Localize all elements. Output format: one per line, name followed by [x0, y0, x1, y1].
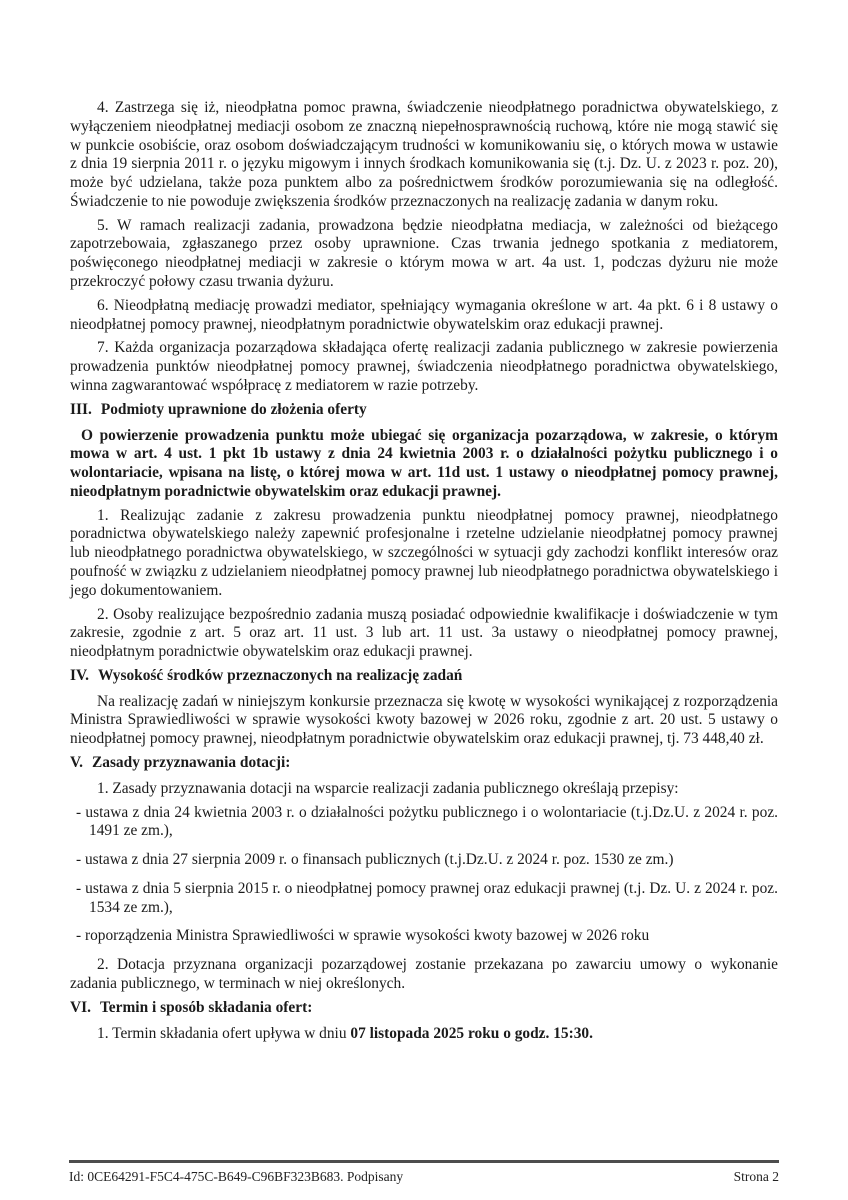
section-number: IV. [70, 666, 89, 684]
section-number: III. [70, 400, 92, 418]
body-paragraph: 1. Zasady przyznawania dotacji na wsparcie realizacji zadania publicznego określają przepisy: [97, 779, 679, 797]
section-title: Zasady przyznawania dotacji: [91, 754, 291, 771]
body-paragraph: 4. Zastrzega się iż, nieodpłatna pomoc prawna, świadczenie nieodpłatnego poradnictwa obywatelskiego, z wyłączeniem nieodpłatnej mediacji osobom ze znaczną niepełnosprawnością ruchową, które nie mogą stawić się w punkcie osobiście, oraz osobom doświadczającym trudności w komunikowaniu się, o których mowa w ustawie z dnia 19 sierpnia 2011 r. o języku migowym i innych środkach komunikowania się (t.j. Dz. U. z 2023 r. poz. 20), może być udzielana, także poza punktem albo za pośrednictwem środków porozumiewania się na odległość. Świadczenie to nie powoduje zwiększenia środków przeznaczonych na realizację zadania w danym roku. [70, 99, 778, 210]
document-body [70, 99, 778, 1048]
body-paragraph: O powierzenie prowadzenia punktu może ubiegać się organizacja pozarządowa, w zakresie, o którym mowa w art. 4 ust. 1 pkt 1b ustawy z dnia 24 kwietnia 2003 r. o działalności pożytku publicznego i o wolontariacie, wpisana na listę, o której mowa w art. 11d ust. 1 ustawy o nieodpłatnej pomocy prawnej, nieodpłatnym poradnictwie obywatelskim oraz edukacji prawnej. [70, 426, 778, 500]
section-title: Wysokość środków przeznaczonych na realizację zadań [97, 666, 463, 684]
page-number: Strona 2 [733, 1169, 779, 1184]
body-paragraph: 2. Osoby realizujące bezpośrednio zadania muszą posiadać odpowiednie kwalifikacje i doświadczenie w tym zakresie, zgodnie z art. 5 oraz art. 11 ust. 3 lub art. 11 ust. 3a ustawy o nieodpłatnej pomocy prawnej, nieodpłatnym poradnictwie obywatelskim oraz edukacji prawnej. [70, 605, 778, 661]
section-heading [70, 401, 778, 420]
list-item: - roporządzenia Ministra Sprawiedliwości w sprawie wysokości kwoty bazowej w 2026 roku [76, 927, 650, 945]
body-paragraph: 1. Realizując zadanie z zakresu prowadzenia punktu nieodpłatnej pomocy prawnej, nieodpłatnego poradnictwa obywatelskiego należy zapewnić profesjonalne i rzetelne udzielanie nieodpłatnej pomocy prawnej lub nieodpłatnego poradnictwa obywatelskiego, w szczególności w sytuacji gdy zachodzi konflikt interesów oraz poufność w związku z udzielaniem nieodpłatnej pomocy prawnej lub nieodpłatnego poradnictwa obywatelskiego i jego dokumentowaniem. [70, 506, 778, 599]
section-number: VI. [70, 998, 91, 1016]
page-footer [69, 1160, 779, 1185]
body-paragraph: 6. Nieodpłatną mediację prowadzi mediator, spełniający wymagania określone w art. 4a pkt. 6 i 8 ustawy o nieodpłatnej pomocy prawnej, nieodpłatnym poradnictwie obywatelskim oraz edukacji prawnej. [70, 296, 778, 333]
section-heading [70, 754, 778, 773]
document-id: Id: 0CE64291-F5C4-475C-B649-C96BF323B683. Podpisany [69, 1169, 404, 1184]
footer-row [69, 1169, 779, 1185]
section-number: V. [70, 754, 83, 771]
list-item: - ustawa z dnia 5 sierpnia 2015 r. o nieodpłatnej pomocy prawnej oraz edukacji prawnej (t.j. Dz. U. z 2024 r. poz. 1534 ze zm.), [76, 879, 778, 916]
list-item: - ustawa z dnia 27 sierpnia 2009 r. o finansach publicznych (t.j.Dz.U. z 2024 r. poz. 1530 ze zm.) [76, 851, 674, 869]
section-heading [70, 999, 778, 1018]
section-heading [70, 667, 778, 686]
body-paragraph: 5. W ramach realizacji zadania, prowadzona będzie nieodpłatna mediacja, w zależności od bieżącego zapotrzebowaia, zgłaszanego przez osoby uprawnione. Czas trwania jednego spotkania z mediatorem, poświęconego nieodpłatnej mediacji w zakresie o którym mowa w art. 4a ust. 1, podczas dyżuru nie może przekroczyć połowy czasu trwania dyżuru. [70, 216, 778, 291]
body-paragraph: Na realizację zadań w niniejszym konkursie przeznacza się kwotę w wysokości wynikającej z rozporządzenia Ministra Sprawiedliwości w sprawie wysokości kwoty bazowej w 2026 roku, zgodnie z art. 20 ust. 5 ustawy o nieodpłatnej pomocy prawnej, nieodpłatnym poradnictwie obywatelskim oraz edukacji prawnej, tj. 73 448,40 zł. [70, 692, 778, 748]
footer-divider [69, 1160, 779, 1163]
body-paragraph: 7. Każda organizacja pozarządowa składająca ofertę realizacji zadania publicznego w zakresie powierzenia prowadzenia punktów nieodpłatnej pomocy prawnej, świadczenia nieodpłatnego poradnictwa obywatelskiego, winna zagwarantować współpracę z mediatorem w razie potrzeby. [70, 339, 778, 394]
section-title: Termin i sposób składania ofert: [99, 998, 313, 1016]
section-title: Podmioty uprawnione do złożenia oferty [100, 400, 367, 418]
list-item: - ustawa z dnia 24 kwietnia 2003 r. o działalności pożytku publicznego i o wolontariacie (t.j.Dz.U. z 2024 r. poz. 1491 ze zm.), [76, 803, 778, 840]
body-paragraph: 1. Termin składania ofert upływa w dniu 07 listopada 2025 roku o godz. 15:30. [97, 1024, 593, 1042]
body-paragraph: 2. Dotacja przyznana organizacji pozarządowej zostanie przekazana po zawarciu umowy o wykonanie zadania publicznego, w terminach w niej określonych. [70, 956, 778, 993]
deadline-bold-text: 07 listopada 2025 roku o godz. 15:30. [350, 1024, 593, 1042]
